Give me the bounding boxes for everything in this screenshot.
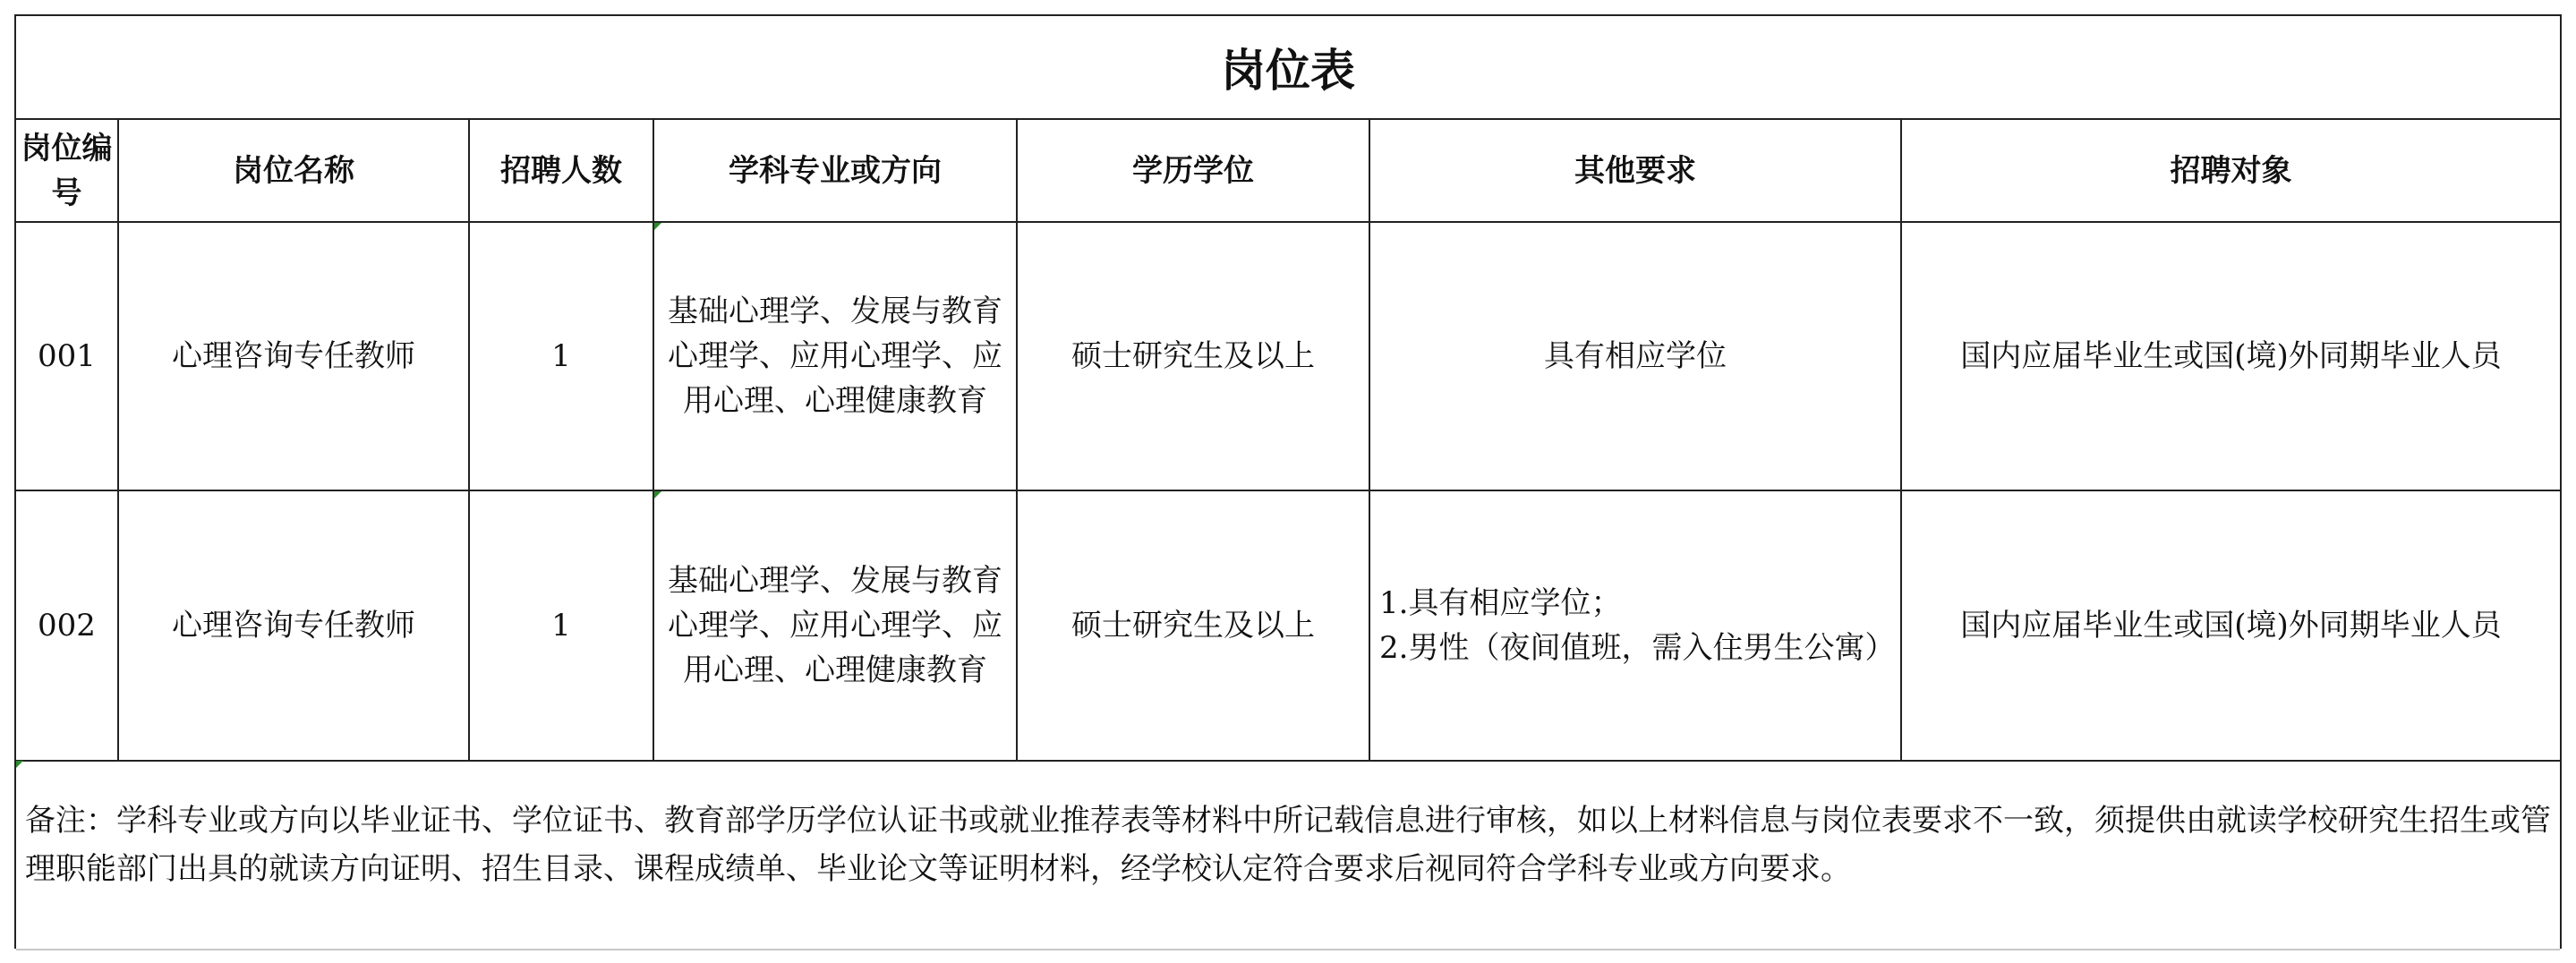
- cell-degree: 硕士研究生及以上: [1017, 490, 1369, 761]
- cell-degree: 硕士研究生及以上: [1017, 222, 1369, 490]
- job-table-sheet: [14, 14, 2562, 949]
- cell-marker: [16, 761, 23, 768]
- cell-target: 国内应届毕业生或国(境)外同期毕业人员: [1901, 490, 2560, 761]
- cell-major: 基础心理学、发展与教育心理学、应用心理学、应用心理、心理健康教育: [653, 222, 1017, 490]
- title-row: [16, 16, 2560, 120]
- job-table: [16, 120, 2560, 762]
- header-row: [16, 120, 2560, 222]
- table-row: [16, 490, 2560, 761]
- header-other: 其他要求: [1369, 120, 1901, 222]
- cell-target: 国内应届毕业生或国(境)外同期毕业人员: [1901, 222, 2560, 490]
- other-requirement-line: 1.具有相应学位；: [1379, 585, 1622, 621]
- header-degree: 学历学位: [1017, 120, 1369, 222]
- cell-count: 1: [469, 222, 653, 490]
- cell-major: 基础心理学、发展与教育心理学、应用心理学、应用心理、心理健康教育: [653, 490, 1017, 761]
- cell-post-name: 心理咨询专任教师: [118, 222, 469, 490]
- cell-post-name: 心理咨询专任教师: [118, 490, 469, 761]
- cell-count: 1: [469, 490, 653, 761]
- note-section: [16, 761, 2560, 950]
- cell-other: [1369, 222, 1901, 490]
- note-text: 备注：学科专业或方向以毕业证书、学位证书、教育部学历学位认证书或就业推荐表等材料中所记载信息进行审核，如以上材料信息与岗位表要求不一致，须提供由就读学校研究生招生或管理职能部门出具的就读方向证明、招生目录、课程成绩单、毕业论文等证明材料，经学校认定符合要求后视同符合学科专业或方向要求。: [25, 803, 2551, 887]
- header-target: 招聘对象: [1901, 120, 2560, 222]
- cell-other: [1369, 490, 1901, 761]
- page-title: 岗位表: [1221, 45, 1355, 97]
- header-post-name: 岗位名称: [118, 120, 469, 222]
- cell-post-id: 002: [16, 490, 118, 761]
- header-post-id: 岗位编号: [16, 120, 118, 222]
- header-count: 招聘人数: [469, 120, 653, 222]
- table-row: [16, 222, 2560, 490]
- header-major: 学科专业或方向: [653, 120, 1017, 222]
- other-requirement-line: 2.男性（夜间值班，需入住男生公寓）: [1379, 630, 1896, 666]
- other-requirement-line: 具有相应学位: [1544, 338, 1727, 374]
- cell-post-id: 001: [16, 222, 118, 490]
